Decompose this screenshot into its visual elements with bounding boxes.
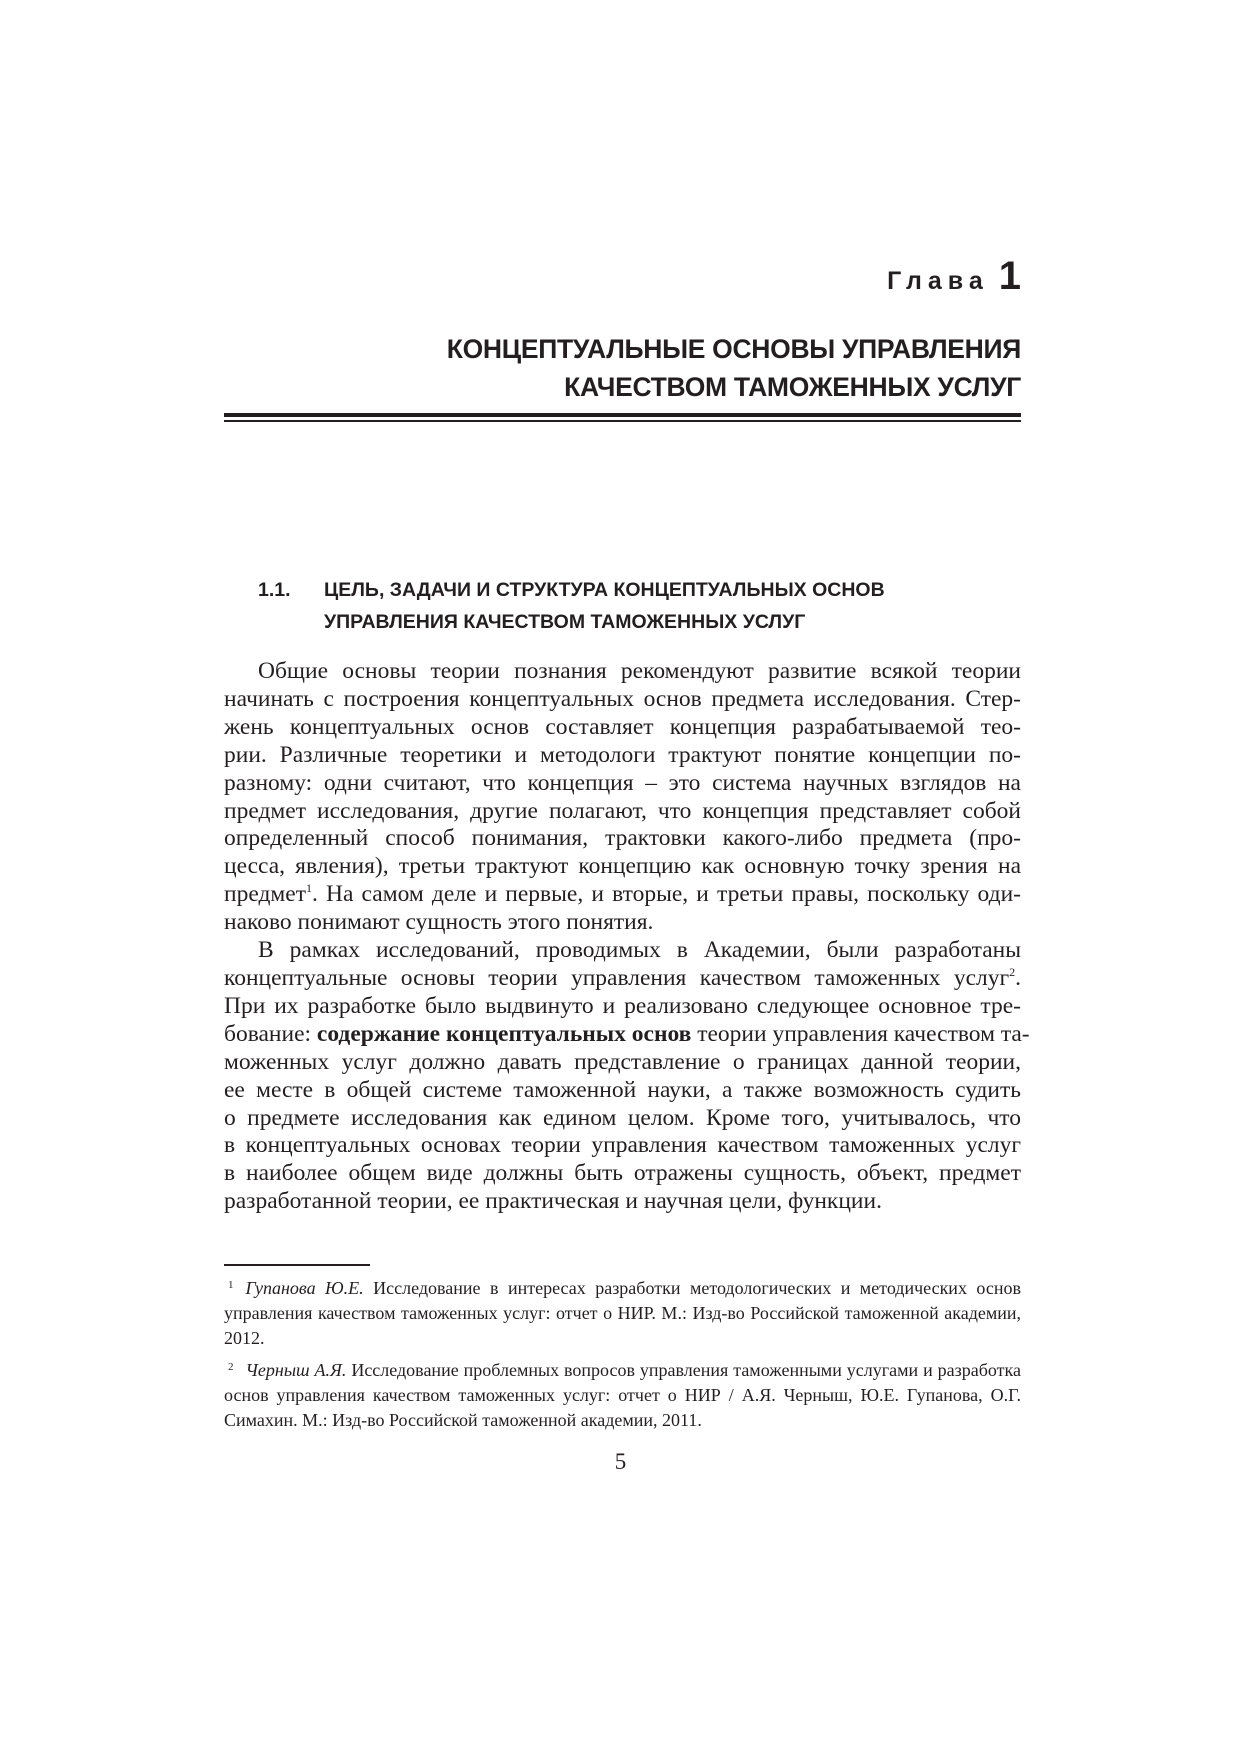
- paragraph-1: [224, 658, 1021, 937]
- text-line: ее месте в общей системе таможенной науки, а также возможность судить: [224, 1076, 1021, 1103]
- text-line: При их разработке было выдвинуто и реализовано следующее основное тре-: [224, 992, 1021, 1019]
- text-line: В рамках исследований, проводимых в Академии, были разработаны: [258, 937, 1021, 964]
- text-line: рии. Различные теоретики и методологи трактуют понятие концепции по-: [224, 741, 1021, 768]
- section-title-line: УПРАВЛЕНИЯ КАЧЕСТВОМ ТАМОЖЕННЫХ УСЛУГ: [324, 611, 806, 633]
- text-line: цесса, явления), третьи трактуют концепцию как основную точку зрения на: [224, 853, 1021, 880]
- section-title-line: ЦЕЛЬ, ЗАДАЧИ И СТРУКТУРА КОНЦЕПТУАЛЬНЫХ ОСНОВ: [324, 579, 885, 601]
- paragraph-2: [224, 937, 1030, 1216]
- text-line: наково понимают сущность этого понятия.: [224, 909, 654, 936]
- text-line: определенный способ понимания, трактовки какого-либо предмета (про-: [224, 825, 1021, 852]
- text-line: предмет исследования, другие полагают, что концепция представляет собой: [224, 797, 1021, 824]
- footnote-separator: [224, 1264, 370, 1266]
- text-fragment: теории управления качеством та-: [691, 1020, 1030, 1047]
- section-number: 1.1.: [258, 579, 291, 601]
- footnote-1: [224, 1276, 1021, 1351]
- footnote-ref-1[interactable]: 1: [305, 881, 312, 896]
- body-text: [224, 658, 1030, 1216]
- footnote-text: Исследование проблемных вопросов управления таможенными услугами и разработка основ управления качеством таможенных услуг: отчет о НИР / А.Я. Черныш, Ю.Е. Гупанова, О.Г. Симахин. М.: Изд-во Российской таможенной академии, 2011.: [224, 1360, 1021, 1430]
- chapter-label: [887, 256, 1021, 296]
- footnote-author: Черныш А.Я.: [245, 1360, 347, 1380]
- text-line: начинать с построения концептуальных основ предмета исследования. Стер-: [224, 685, 1021, 712]
- text-line: разному: одни считают, что концепция – это система научных взглядов на: [224, 769, 1021, 796]
- text-fragment: . На самом деле и первые, и вторые, и третьи правы, поскольку оди-: [311, 881, 1021, 908]
- text-line: моженных услуг должно давать представление о границах данной теории,: [224, 1048, 1021, 1075]
- bold-term: содержание концептуальных основ: [316, 1020, 692, 1047]
- chapter-number: 1: [998, 254, 1021, 298]
- section-heading: [258, 574, 885, 638]
- footnote-text: Исследование в интересах разработки методологических и методических основ управления качеством таможенных услуг: отчет о НИР. М.: Изд-во Российской таможенной академии, 2012.: [224, 1278, 1021, 1348]
- text-line: разработанной теории, ее практическая и научная цели, функции.: [224, 1188, 882, 1215]
- text-line: жень концептуальных основ составляет концепция разрабатываемой тео-: [224, 713, 1021, 740]
- text-line: [224, 965, 1021, 993]
- text-line: в концептуальных основах теории управления качеством таможенных услуг: [224, 1132, 1021, 1159]
- footnote-ref-2[interactable]: 2: [1009, 964, 1016, 979]
- section-title: [324, 574, 885, 638]
- text-fragment: предмет: [224, 881, 306, 908]
- chapter-title-line: КОНЦЕПТУАЛЬНЫЕ ОСНОВЫ УПРАВЛЕНИЯ: [446, 334, 1021, 364]
- page-number: 5: [614, 1449, 627, 1474]
- text-line: о предмете исследования как едином целом. Кроме того, учитывалось, что: [224, 1104, 1021, 1131]
- text-line: [224, 1020, 1030, 1049]
- chapter-word: Глава: [887, 267, 989, 295]
- chapter-title: [201, 330, 1021, 406]
- text-line: [224, 881, 1021, 909]
- text-fragment: .: [1015, 964, 1021, 991]
- footnote-author: Гупанова Ю.Е.: [245, 1278, 364, 1298]
- text-line: в наиболее общем виде должны быть отражены сущность, объект, предмет: [224, 1160, 1021, 1187]
- chapter-title-line: КАЧЕСТВОМ ТАМОЖЕННЫХ УСЛУГ: [564, 372, 1021, 402]
- text-fragment: бование:: [224, 1020, 317, 1047]
- footnote-mark: 1: [228, 1279, 234, 1291]
- footnote-mark: 2: [228, 1361, 234, 1373]
- divider-thin-line: [224, 420, 1021, 422]
- footnote-2: [224, 1358, 1021, 1433]
- divider-thick-line: [224, 413, 1021, 417]
- text-line: Общие основы теории познания рекомендуют развитие всякой теории: [258, 658, 1021, 684]
- text-fragment: концептуальные основы теории управления качеством таможенных услуг: [224, 964, 1010, 991]
- footnotes: [224, 1276, 1021, 1440]
- chapter-divider: [224, 413, 1021, 422]
